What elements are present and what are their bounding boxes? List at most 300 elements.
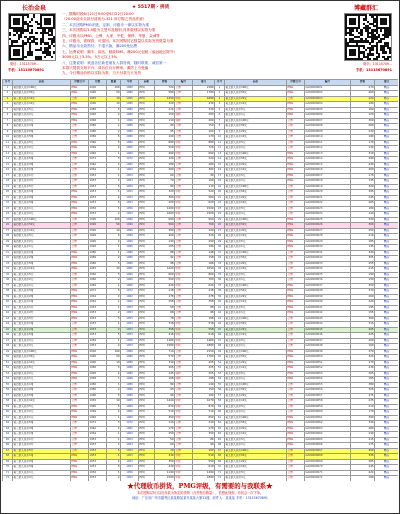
table-cell: 1953 [89,476,107,482]
table-cell: 1962 [121,300,139,306]
table-cell: 第四套人民币2元 [13,113,71,119]
table-cell: 精品 [375,344,399,350]
table-cell: 公博 [175,157,193,163]
table-cell: GA00000022 [305,201,351,207]
table-cell: 第四套人民币2角 [13,129,71,135]
table-cell: 70 [3,465,13,471]
table-cell: 公博 [71,443,89,449]
table-cell: 1960 [89,272,107,278]
table-cell: EPQ [139,113,155,119]
notice-line: 七、运费说明：顺丰、韵达、邮政EMS，满200元包邮（偏远地区除外） [62,49,178,54]
table-cell: 60 [215,410,225,416]
table-cell: EPQ [139,289,155,295]
table-cell: 精品 [375,432,399,438]
table-cell: EPQ [139,173,155,179]
table-cell: 第三套人民币2元 [13,146,71,152]
table-cell: 2000 [89,349,107,355]
table-cell: GA00000014 [305,157,351,163]
table-cell: 第四套人民币1元 [13,245,71,251]
table-cell: 179 [155,426,175,432]
table-cell: 720 [155,85,175,91]
table-cell: 89 [155,382,175,388]
table-cell: 第三套人民币2角 [13,162,71,168]
table-cell: 98 [193,311,215,317]
table-cell: 公博 [71,223,89,229]
table-cell: 精品 [375,316,399,322]
table-cell: 5 [107,272,121,278]
table-cell: 1953 [121,179,139,185]
table-cell: 第五套人民币20元 [225,228,287,234]
table-cell: 42 [215,311,225,317]
table-cell: EPQ [139,349,155,355]
table-cell: 1980 [121,135,139,141]
table-cell: 精品 [375,234,399,240]
table-cell: 61 [3,415,13,421]
table-cell: 第五套人民币20元 [225,459,287,465]
table-cell: EPQ [139,107,155,113]
footer [2,482,398,512]
table-cell: EPQ [139,371,155,377]
table-cell: 1 [3,85,13,91]
table-cell: 54 [3,377,13,383]
table-cell: 100 [107,85,121,91]
table-cell: 1953 [89,448,107,454]
table-cell: 92 [155,256,175,262]
table-cell: 62 [215,421,225,427]
table-cell: 220 [351,96,375,102]
table-cell: EPQ [139,443,155,449]
table-cell: 510 [155,410,175,416]
table-cell: EPQ [139,129,155,135]
table-cell: 69 [215,459,225,465]
table-cell: PMG [71,102,89,108]
table-cell: 1972 [89,157,107,163]
table-cell: 2180 [193,85,215,91]
table-cell: 310 [351,289,375,295]
table-cell: 公博 [287,470,305,476]
table-cell: 精品 [375,333,399,339]
header [0,0,400,78]
table-cell: 28 [3,234,13,240]
table-cell: 公博 [71,283,89,289]
table-cell: 1 [107,173,121,179]
table-cell: EPQ [139,426,155,432]
table-cell: 175 [351,443,375,449]
table-cell: EPQ [139,151,155,157]
table-cell: 第五套人民币50元 [225,289,287,295]
table-cell: 第三套人民币10元 [13,399,71,405]
table-cell: 第四套人民币5角 [13,135,71,141]
table-cell: 28 [215,234,225,240]
notice-line: （20:00前未全款付清视为-321 所订购之货品作废） [62,17,147,22]
table-cell: 279 [193,426,215,432]
table-cell: 第二套人民币2分 [13,443,71,449]
table-cell: 220 [351,470,375,476]
table-cell: 第五套人民币1元 [225,476,287,482]
table-cell: 1980 [121,388,139,394]
table-cell: 210 [351,234,375,240]
table-cell: 第五套人民币100元 [225,151,287,157]
table-cell: 2 [107,146,121,152]
column-header: 评级公司 [71,80,89,86]
table-cell: GA00000048 [305,344,351,350]
table-cell: 1980 [89,107,107,113]
table-cell: GA00000052 [305,366,351,372]
table-cell: 1990 [89,245,107,251]
table-cell: 420 [193,228,215,234]
table-cell: 精品 [375,305,399,311]
table-cell: 250 [351,228,375,234]
notice-block [62,12,338,77]
table-cell: 第五套人民币100元 [225,184,287,190]
table-cell: 155 [351,311,375,317]
table-cell: 公博 [175,135,193,141]
table-cell: 620 [193,201,215,207]
table-cell: EPQ [139,184,155,190]
table-cell: 精品 [375,294,399,300]
table-cell: 1960 [89,404,107,410]
table-cell: 36 [3,278,13,284]
table-cell: 240 [351,162,375,168]
table-cell: 235 [351,399,375,405]
table-cell: 第五套人民币1元 [225,245,287,251]
table-cell: 880 [193,140,215,146]
table-cell: 300 [351,223,375,229]
table-cell: 1980 [121,261,139,267]
table-cell: 精品 [375,256,399,262]
table-cell: 中乾 [175,399,193,405]
table-cell: 第五套人民币1元 [225,344,287,350]
table-cell: 900 [193,217,215,223]
table-cell: 430 [193,102,215,108]
table-cell: 1190 [155,470,175,476]
table-cell: 318 [155,322,175,328]
table-cell: 62 [3,421,13,427]
table-cell: 公博 [71,278,89,284]
table-cell: 660 [155,272,175,278]
table-cell: 第三套人民币1元 [13,283,71,289]
table-cell: 1965 [121,96,139,102]
table-cell: 公博 [175,245,193,251]
table-cell: 24 [3,212,13,218]
table-cell: 180 [155,162,175,168]
table-cell: 52 [215,366,225,372]
table-cell: 5 [107,107,121,113]
table-cell: 第五套人民币100元 [225,85,287,91]
table-cell: EPQ [139,459,155,465]
table-cell: 公博 [175,107,193,113]
table-cell: 第四套人民币1元 [13,377,71,383]
table-cell: 1980 [121,124,139,130]
table-cell: GA00000049 [305,349,351,355]
table-cell: 精品 [375,283,399,289]
table-cell: 1490 [193,470,215,476]
table-cell: 精品 [375,118,399,124]
table-cell: 第五套人民币1元 [225,278,287,284]
table-cell: GA00000064 [305,432,351,438]
table-cell: 119 [155,421,175,427]
table-cell: 710 [193,410,215,416]
table-cell: 51 [215,360,225,366]
table-cell: GA00000045 [305,327,351,333]
table-cell: 1960 [121,283,139,289]
table-cell: 5 [215,107,225,113]
table-cell: 精品 [375,91,399,97]
table-cell: 精品 [375,212,399,218]
table-cell: EPQ [139,470,155,476]
table-cell: 25 [3,217,13,223]
table-cell: 31 [3,250,13,256]
table-cell: 公博 [287,261,305,267]
table-cell: 198 [193,377,215,383]
table-cell: 1 [107,190,121,196]
table-cell: 220 [193,157,215,163]
table-cell: 第五套人民币20元 [225,162,287,168]
table-cell: 精品 [375,250,399,256]
qr-code-right-icon [344,13,392,61]
column-header: 分数 [89,80,107,86]
table-cell: 350 [351,283,375,289]
table-cell: 精品 [375,85,399,91]
table-cell: 79 [155,448,175,454]
table-cell: PMG [287,223,305,229]
table-cell: 255 [193,371,215,377]
table-cell: 10 [107,360,121,366]
table-cell: GA00000069 [305,459,351,465]
table-cell: 440 [155,283,175,289]
table-cell: 公博 [175,305,193,311]
table-cell: GA00000054 [305,377,351,383]
table-cell: 第二套人民币2角 [13,459,71,465]
table-cell: 66 [215,443,225,449]
table-cell: 9 [3,129,13,135]
table-cell: 第五套人民币1元 [225,113,287,119]
table-cell: 第五套人民币100元 [225,118,287,124]
table-cell: 100 [155,135,175,141]
table-cell: 1980 [89,388,107,394]
table-cell: GA00000040 [305,300,351,306]
table-cell: 1956 [89,206,107,212]
table-cell: 精品 [375,322,399,328]
table-cell: 3 [215,96,225,102]
table-cell: 2 [107,162,121,168]
table-cell: 第五套人民币5元 [225,404,287,410]
table-cell: 公博 [175,234,193,240]
table-cell: 1 [107,437,121,443]
table-cell: 1953 [89,179,107,185]
table-cell: 中乾 [175,465,193,471]
table-cell: 1953 [89,322,107,328]
column-header: 年份 [121,80,139,86]
table-cell: 2 [107,179,121,185]
table-cell: EPQ [139,382,155,388]
table-cell: EPQ [139,316,155,322]
table-cell: 59 [215,404,225,410]
table-cell: GA00000010 [305,135,351,141]
table-cell: 14 [215,157,225,163]
table-cell: GA00000056 [305,388,351,394]
table-cell: 320 [351,184,375,190]
table-cell: 15 [215,162,225,168]
table-cell: 1580 [155,344,175,350]
table-cell: 1 [107,415,121,421]
table-cell: 1962 [89,168,107,174]
table-cell: 1980 [89,393,107,399]
table-cell: 公博 [287,212,305,218]
table-cell: 2 [107,426,121,432]
table-cell: 70 [155,179,175,185]
table-cell: 第二套人民币1角 [13,190,71,196]
table-cell: 第五套人民币10元 [225,168,287,174]
table-cell: 285 [351,459,375,465]
column-header: 品名 [13,80,71,86]
table-cell: 第二套人民币5分 [13,448,71,454]
table-cell: 560 [155,223,175,229]
table-cell: 280 [351,124,375,130]
table-cell: 170 [193,135,215,141]
table-cell: PMG [287,168,305,174]
table-cell: 公博 [175,179,193,185]
table-cell: 1980 [121,382,139,388]
table-cell: 185 [351,239,375,245]
table-cell: PMG [71,151,89,157]
table-cell: 公博 [175,173,193,179]
table-cell: 1956 [89,338,107,344]
table-cell: EPQ [139,311,155,317]
table-cell: 1990 [89,239,107,245]
table-cell: PMG [71,410,89,416]
table-cell: 420 [155,201,175,207]
table-cell: 1980 [89,366,107,372]
table-cell: EPQ [139,283,155,289]
table-cell: 61 [215,415,225,421]
table-cell: 258 [155,300,175,306]
table-cell: 760 [193,223,215,229]
table-cell: 公博 [287,140,305,146]
table-cell: GA00000005 [305,107,351,113]
table-cell: 380 [351,382,375,388]
table-cell: 170 [351,140,375,146]
table-cell: EPQ [139,195,155,201]
table-cell: 205 [351,201,375,207]
table-cell: GA00000029 [305,239,351,245]
table-cell: 1980 [89,382,107,388]
table-cell: 33 [3,261,13,267]
table-cell: EPQ [139,201,155,207]
table-cell: 公博 [71,338,89,344]
table-cell: 48 [3,344,13,350]
table-cell: 1996 [121,377,139,383]
table-cell: 30 [3,245,13,251]
table-cell: 69 [155,443,175,449]
table-cell: 5 [107,140,121,146]
table-cell: 公博 [71,322,89,328]
table-cell: 1 [107,454,121,460]
table-cell: 第五套人民币5元 [225,239,287,245]
table-cell: 1980 [121,102,139,108]
table-cell: 300 [155,228,175,234]
table-cell: 第四套人民币10元 [13,360,71,366]
table-cell: 11 [3,140,13,146]
table-cell: EPQ [139,333,155,339]
table-cell: 558 [193,327,215,333]
table-cell: 315 [351,322,375,328]
table-cell: 第五套人民币10元 [225,465,287,471]
table-cell: PMG [287,421,305,427]
table-cell: GA00000070 [305,465,351,471]
table-cell: 1980 [121,85,139,91]
table-cell: 2 [107,239,121,245]
table-cell: GA00000015 [305,162,351,168]
table-cell: 1650 [193,267,215,273]
table-cell: 72 [215,476,225,482]
footer-lines [2,491,398,500]
column-header: 序号 [3,80,13,86]
table-cell: 公博 [287,129,305,135]
table-cell: 5 [107,201,121,207]
table-cell: 280 [351,426,375,432]
table-cell: 320 [155,102,175,108]
table-cell: 140 [351,212,375,218]
table-cell: 168 [193,261,215,267]
table-cell: 145 [155,371,175,377]
table-cell: 精品 [375,206,399,212]
table-cell: 1990 [89,217,107,223]
table-cell: 56 [3,388,13,394]
table-cell: 1980 [121,349,139,355]
table-cell: 1953 [121,316,139,322]
table-cell: 公博 [175,85,193,91]
table-cell: GA00000041 [305,305,351,311]
table-cell: 中乾 [175,190,193,196]
table-cell: 1953 [121,344,139,350]
table-cell: 26 [215,223,225,229]
table-cell: 第五套人民币5元 [225,173,287,179]
table-cell: 1890 [193,476,215,482]
table-cell: 1 [107,206,121,212]
table-cell: 45 [215,327,225,333]
table-cell: 第四套人民币10元 [13,102,71,108]
table-cell: GA00000006 [305,113,351,119]
table-cell: GA00000016 [305,168,351,174]
table-cell: 330 [351,421,375,427]
table-cell: PMG [287,239,305,245]
table-cell: 公博 [175,426,193,432]
table-cell: GA00000027 [305,228,351,234]
table-cell: GA00000060 [305,410,351,416]
table-cell: 公博 [71,333,89,339]
table-cell: 第五套人民币20元 [225,327,287,333]
table-cell: 7 [215,118,225,124]
table-cell: 1980 [121,355,139,361]
table-cell: 110 [155,118,175,124]
table-cell: EPQ [139,338,155,344]
table-cell: GA00000046 [305,333,351,339]
table-cell: 公博 [287,96,305,102]
table-cell: 5 [107,289,121,295]
table-cell: 公博 [71,96,89,102]
table-cell: 第二套人民币5分 [13,316,71,322]
table-cell: 51 [3,360,13,366]
table-cell: 10 [107,228,121,234]
table-cell: 180 [351,102,375,108]
table-cell: 260 [193,113,215,119]
table-cell: GA00000061 [305,415,351,421]
table-cell: 精品 [375,168,399,174]
table-cell: 公博 [175,437,193,443]
table-cell: 1880 [193,344,215,350]
table-cell: 37 [215,283,225,289]
